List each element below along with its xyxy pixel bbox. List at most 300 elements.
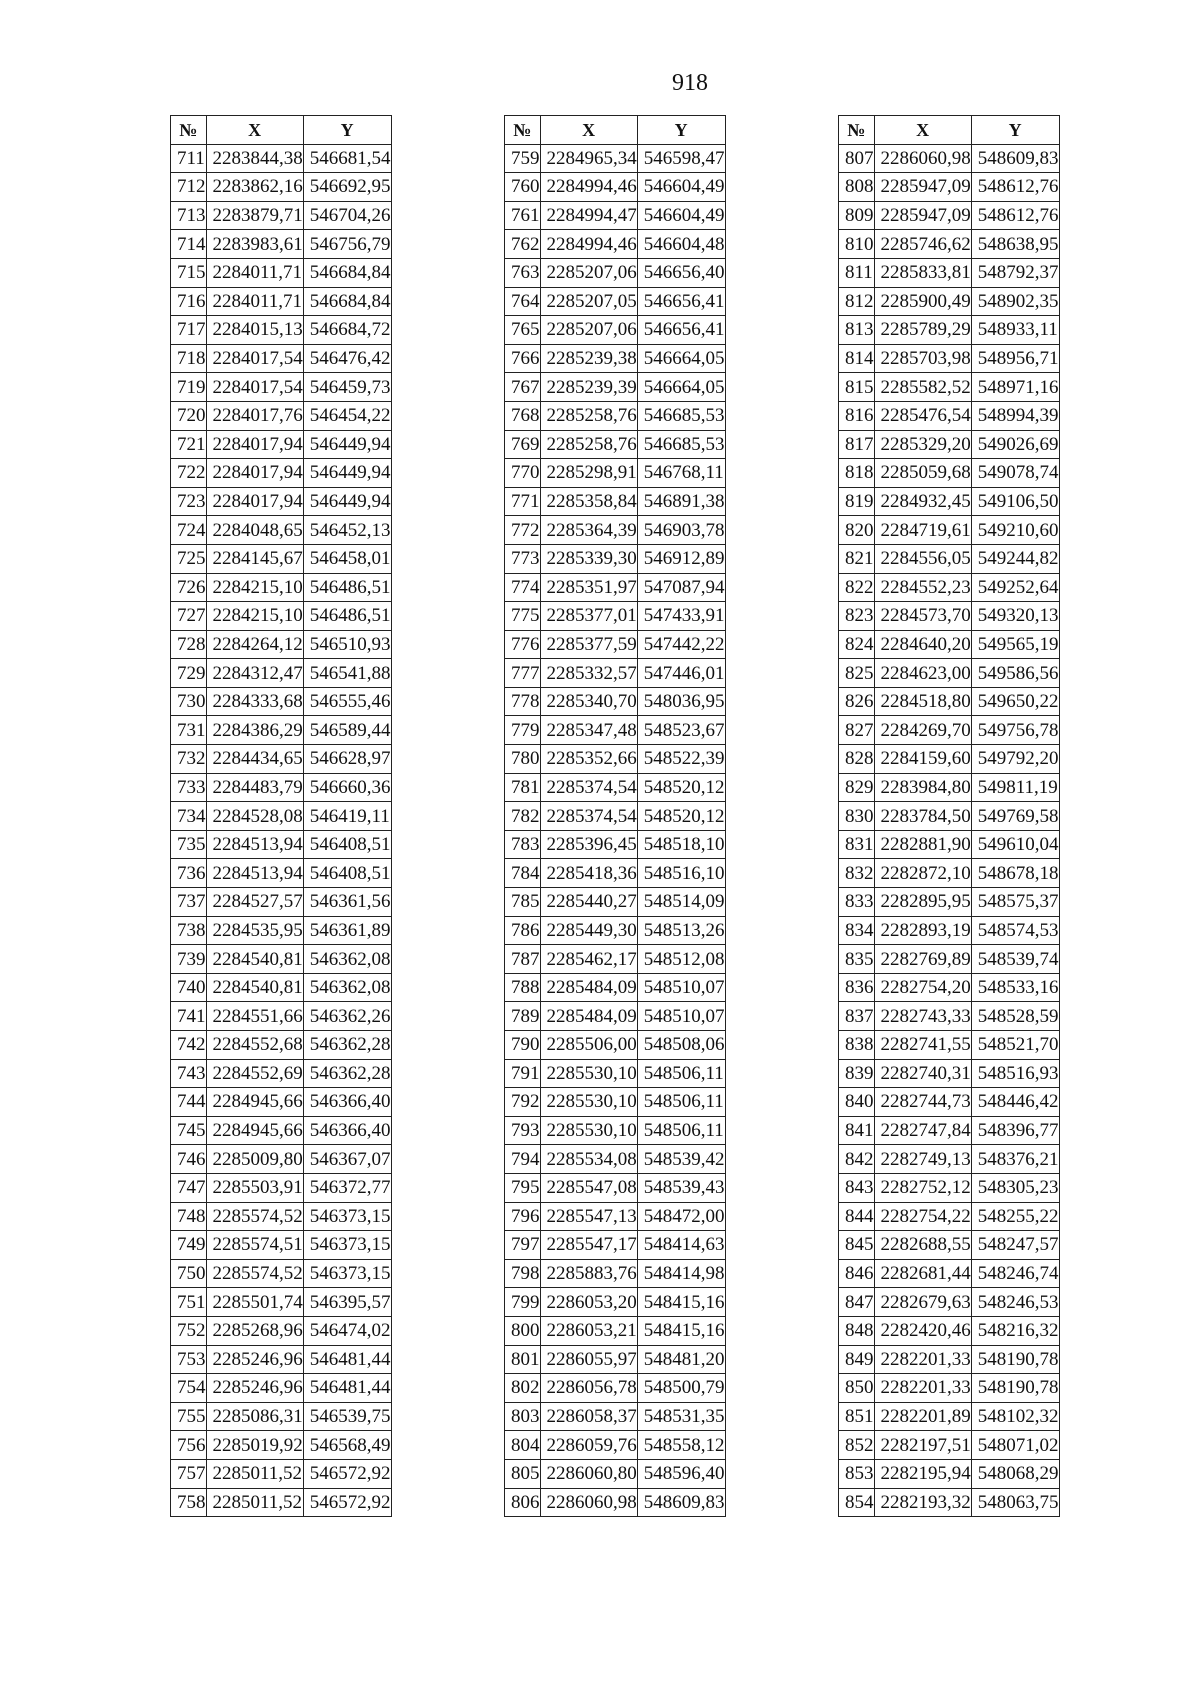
cell-y: 548190,78 bbox=[971, 1374, 1059, 1403]
table-row bbox=[839, 1259, 1060, 1288]
table-row bbox=[171, 344, 392, 373]
cell-y: 546568,49 bbox=[303, 1431, 391, 1460]
cell-x: 2284264,12 bbox=[206, 630, 303, 659]
cell-y: 548521,70 bbox=[971, 1031, 1059, 1060]
cell-y: 546681,54 bbox=[303, 144, 391, 173]
cell-point-number: 824 bbox=[839, 630, 875, 659]
cell-x: 2285530,10 bbox=[540, 1088, 637, 1117]
cell-point-number: 838 bbox=[839, 1031, 875, 1060]
cell-y: 546656,41 bbox=[637, 316, 725, 345]
table-row bbox=[171, 1431, 392, 1460]
table-row bbox=[171, 687, 392, 716]
table-row bbox=[839, 344, 1060, 373]
cell-y: 549078,74 bbox=[971, 459, 1059, 488]
table-row bbox=[171, 916, 392, 945]
table-row bbox=[171, 373, 392, 402]
cell-point-number: 750 bbox=[171, 1259, 207, 1288]
table-row bbox=[171, 1345, 392, 1374]
cell-y: 546555,46 bbox=[303, 687, 391, 716]
table-row bbox=[171, 1402, 392, 1431]
table-row bbox=[505, 1202, 726, 1231]
cell-x: 2282681,44 bbox=[874, 1259, 971, 1288]
cell-x: 2284333,68 bbox=[206, 687, 303, 716]
cell-x: 2284386,29 bbox=[206, 716, 303, 745]
cell-point-number: 731 bbox=[171, 716, 207, 745]
table-row bbox=[171, 258, 392, 287]
cell-point-number: 828 bbox=[839, 745, 875, 774]
cell-y: 546486,51 bbox=[303, 573, 391, 602]
cell-point-number: 730 bbox=[171, 687, 207, 716]
cell-y: 546449,94 bbox=[303, 459, 391, 488]
cell-y: 546891,38 bbox=[637, 487, 725, 516]
table-row bbox=[171, 773, 392, 802]
cell-point-number: 711 bbox=[171, 144, 207, 173]
cell-x: 2284994,47 bbox=[540, 201, 637, 230]
cell-y: 546704,26 bbox=[303, 201, 391, 230]
cell-y: 546589,44 bbox=[303, 716, 391, 745]
cell-point-number: 822 bbox=[839, 573, 875, 602]
table-row bbox=[505, 1116, 726, 1145]
cell-point-number: 721 bbox=[171, 430, 207, 459]
cell-x: 2285534,08 bbox=[540, 1145, 637, 1174]
cell-point-number: 740 bbox=[171, 973, 207, 1002]
cell-y: 546604,49 bbox=[637, 201, 725, 230]
cell-x: 2282749,13 bbox=[874, 1145, 971, 1174]
cell-y: 546604,48 bbox=[637, 230, 725, 259]
table-row bbox=[839, 1173, 1060, 1202]
cell-x: 2286059,76 bbox=[540, 1431, 637, 1460]
column-header-x: X bbox=[206, 116, 303, 145]
cell-y: 546449,94 bbox=[303, 430, 391, 459]
cell-y: 549650,22 bbox=[971, 687, 1059, 716]
cell-y: 546912,89 bbox=[637, 544, 725, 573]
cell-point-number: 768 bbox=[505, 401, 541, 430]
table-row bbox=[171, 316, 392, 345]
table-row bbox=[839, 830, 1060, 859]
cell-point-number: 765 bbox=[505, 316, 541, 345]
cell-point-number: 766 bbox=[505, 344, 541, 373]
cell-point-number: 758 bbox=[171, 1488, 207, 1517]
table-row bbox=[505, 1374, 726, 1403]
cell-y: 546395,57 bbox=[303, 1288, 391, 1317]
table-row bbox=[839, 430, 1060, 459]
table-row bbox=[505, 888, 726, 917]
cell-point-number: 729 bbox=[171, 659, 207, 688]
cell-x: 2282201,33 bbox=[874, 1345, 971, 1374]
cell-y: 546362,08 bbox=[303, 973, 391, 1002]
cell-point-number: 726 bbox=[171, 573, 207, 602]
table-row bbox=[839, 945, 1060, 974]
cell-point-number: 809 bbox=[839, 201, 875, 230]
cell-y: 548512,08 bbox=[637, 945, 725, 974]
cell-y: 546664,05 bbox=[637, 373, 725, 402]
cell-y: 549106,50 bbox=[971, 487, 1059, 516]
cell-x: 2285374,54 bbox=[540, 773, 637, 802]
table-row bbox=[839, 373, 1060, 402]
cell-point-number: 818 bbox=[839, 459, 875, 488]
cell-point-number: 852 bbox=[839, 1431, 875, 1460]
cell-x: 2283844,38 bbox=[206, 144, 303, 173]
table-row bbox=[171, 230, 392, 259]
cell-x: 2285833,81 bbox=[874, 258, 971, 287]
column-header-number: № bbox=[839, 116, 875, 145]
cell-x: 2284215,10 bbox=[206, 573, 303, 602]
cell-y: 546476,42 bbox=[303, 344, 391, 373]
cell-y: 549252,64 bbox=[971, 573, 1059, 602]
cell-point-number: 788 bbox=[505, 973, 541, 1002]
table-row bbox=[839, 773, 1060, 802]
cell-y: 549586,56 bbox=[971, 659, 1059, 688]
cell-x: 2282741,55 bbox=[874, 1031, 971, 1060]
table-row bbox=[505, 1259, 726, 1288]
table-row bbox=[171, 401, 392, 430]
cell-y: 546362,28 bbox=[303, 1059, 391, 1088]
cell-x: 2284623,00 bbox=[874, 659, 971, 688]
cell-point-number: 756 bbox=[171, 1431, 207, 1460]
cell-point-number: 847 bbox=[839, 1288, 875, 1317]
table-row bbox=[171, 945, 392, 974]
cell-x: 2285207,05 bbox=[540, 287, 637, 316]
cell-x: 2284552,23 bbox=[874, 573, 971, 602]
table-row bbox=[839, 1088, 1060, 1117]
cell-point-number: 767 bbox=[505, 373, 541, 402]
cell-x: 2284011,71 bbox=[206, 287, 303, 316]
cell-point-number: 780 bbox=[505, 745, 541, 774]
cell-point-number: 841 bbox=[839, 1116, 875, 1145]
table-row bbox=[505, 916, 726, 945]
cell-y: 546685,53 bbox=[637, 401, 725, 430]
table-row bbox=[171, 859, 392, 888]
table-row bbox=[505, 945, 726, 974]
cell-x: 2285547,08 bbox=[540, 1173, 637, 1202]
cell-point-number: 769 bbox=[505, 430, 541, 459]
cell-point-number: 744 bbox=[171, 1088, 207, 1117]
cell-x: 2282740,31 bbox=[874, 1059, 971, 1088]
cell-x: 2282893,19 bbox=[874, 916, 971, 945]
cell-x: 2284551,66 bbox=[206, 1002, 303, 1031]
cell-y: 546572,92 bbox=[303, 1459, 391, 1488]
cell-point-number: 713 bbox=[171, 201, 207, 230]
cell-x: 2282688,55 bbox=[874, 1231, 971, 1260]
cell-point-number: 786 bbox=[505, 916, 541, 945]
cell-point-number: 799 bbox=[505, 1288, 541, 1317]
table-row bbox=[839, 602, 1060, 631]
cell-y: 548506,11 bbox=[637, 1059, 725, 1088]
cell-x: 2286060,80 bbox=[540, 1459, 637, 1488]
cell-y: 546366,40 bbox=[303, 1088, 391, 1117]
table-row bbox=[171, 745, 392, 774]
cell-x: 2285258,76 bbox=[540, 430, 637, 459]
cell-point-number: 846 bbox=[839, 1259, 875, 1288]
cell-x: 2284215,10 bbox=[206, 602, 303, 631]
table-row bbox=[839, 687, 1060, 716]
cell-point-number: 738 bbox=[171, 916, 207, 945]
coordinate-table-1 bbox=[170, 115, 392, 1517]
cell-x: 2285947,09 bbox=[874, 201, 971, 230]
cell-y: 548247,57 bbox=[971, 1231, 1059, 1260]
table-row bbox=[839, 802, 1060, 831]
table-row bbox=[505, 1402, 726, 1431]
cell-point-number: 757 bbox=[171, 1459, 207, 1488]
cell-x: 2285484,09 bbox=[540, 973, 637, 1002]
table-row bbox=[839, 1231, 1060, 1260]
cell-point-number: 807 bbox=[839, 144, 875, 173]
cell-x: 2282872,10 bbox=[874, 859, 971, 888]
cell-y: 548414,63 bbox=[637, 1231, 725, 1260]
cell-y: 548523,67 bbox=[637, 716, 725, 745]
cell-point-number: 760 bbox=[505, 173, 541, 202]
table-row bbox=[171, 1088, 392, 1117]
table-row bbox=[505, 1231, 726, 1260]
table-row bbox=[505, 830, 726, 859]
cell-y: 548102,32 bbox=[971, 1402, 1059, 1431]
cell-x: 2284434,65 bbox=[206, 745, 303, 774]
cell-point-number: 810 bbox=[839, 230, 875, 259]
cell-x: 2284945,66 bbox=[206, 1116, 303, 1145]
column-header-number: № bbox=[171, 116, 207, 145]
cell-x: 2284017,76 bbox=[206, 401, 303, 430]
cell-y: 546454,22 bbox=[303, 401, 391, 430]
cell-point-number: 785 bbox=[505, 888, 541, 917]
cell-x: 2282679,63 bbox=[874, 1288, 971, 1317]
cell-x: 2285011,52 bbox=[206, 1488, 303, 1517]
cell-y: 548508,06 bbox=[637, 1031, 725, 1060]
cell-x: 2283879,71 bbox=[206, 201, 303, 230]
cell-x: 2282197,51 bbox=[874, 1431, 971, 1460]
cell-point-number: 845 bbox=[839, 1231, 875, 1260]
cell-x: 2282752,12 bbox=[874, 1173, 971, 1202]
cell-x: 2282744,73 bbox=[874, 1088, 971, 1117]
cell-y: 548609,83 bbox=[637, 1488, 725, 1517]
cell-x: 2285462,17 bbox=[540, 945, 637, 974]
cell-point-number: 753 bbox=[171, 1345, 207, 1374]
cell-point-number: 772 bbox=[505, 516, 541, 545]
table-row bbox=[505, 430, 726, 459]
cell-y: 548520,12 bbox=[637, 773, 725, 802]
cell-y: 548612,76 bbox=[971, 173, 1059, 202]
cell-point-number: 775 bbox=[505, 602, 541, 631]
cell-point-number: 817 bbox=[839, 430, 875, 459]
cell-y: 548415,16 bbox=[637, 1316, 725, 1345]
table-row bbox=[505, 230, 726, 259]
table-row bbox=[839, 716, 1060, 745]
cell-y: 546604,49 bbox=[637, 173, 725, 202]
table-row bbox=[171, 1374, 392, 1403]
cell-point-number: 732 bbox=[171, 745, 207, 774]
cell-point-number: 728 bbox=[171, 630, 207, 659]
cell-point-number: 771 bbox=[505, 487, 541, 516]
cell-point-number: 829 bbox=[839, 773, 875, 802]
cell-y: 546361,89 bbox=[303, 916, 391, 945]
cell-point-number: 792 bbox=[505, 1088, 541, 1117]
table-row bbox=[171, 1316, 392, 1345]
table-row bbox=[171, 287, 392, 316]
cell-y: 546628,97 bbox=[303, 745, 391, 774]
cell-x: 2285377,01 bbox=[540, 602, 637, 631]
cell-point-number: 800 bbox=[505, 1316, 541, 1345]
cell-point-number: 717 bbox=[171, 316, 207, 345]
cell-point-number: 842 bbox=[839, 1145, 875, 1174]
table-row bbox=[171, 1459, 392, 1488]
cell-y: 546474,02 bbox=[303, 1316, 391, 1345]
cell-point-number: 752 bbox=[171, 1316, 207, 1345]
table-row bbox=[839, 888, 1060, 917]
cell-y: 548539,42 bbox=[637, 1145, 725, 1174]
cell-x: 2285298,91 bbox=[540, 459, 637, 488]
cell-point-number: 793 bbox=[505, 1116, 541, 1145]
cell-point-number: 840 bbox=[839, 1088, 875, 1117]
table-body bbox=[839, 144, 1060, 1517]
cell-y: 548071,02 bbox=[971, 1431, 1059, 1460]
cell-y: 548902,35 bbox=[971, 287, 1059, 316]
cell-x: 2285364,39 bbox=[540, 516, 637, 545]
cell-point-number: 781 bbox=[505, 773, 541, 802]
cell-point-number: 795 bbox=[505, 1173, 541, 1202]
cell-y: 548539,43 bbox=[637, 1173, 725, 1202]
cell-x: 2284017,54 bbox=[206, 344, 303, 373]
cell-y: 548520,12 bbox=[637, 802, 725, 831]
cell-y: 546452,13 bbox=[303, 516, 391, 545]
table-row bbox=[839, 1459, 1060, 1488]
cell-point-number: 797 bbox=[505, 1231, 541, 1260]
header-row bbox=[171, 116, 392, 145]
table-row bbox=[839, 287, 1060, 316]
cell-y: 549792,20 bbox=[971, 745, 1059, 774]
cell-point-number: 831 bbox=[839, 830, 875, 859]
table-row bbox=[839, 544, 1060, 573]
cell-y: 548396,77 bbox=[971, 1116, 1059, 1145]
cell-y: 546684,84 bbox=[303, 287, 391, 316]
table-row bbox=[839, 1402, 1060, 1431]
table-row bbox=[171, 144, 392, 173]
cell-y: 549756,78 bbox=[971, 716, 1059, 745]
cell-y: 548376,21 bbox=[971, 1145, 1059, 1174]
cell-point-number: 739 bbox=[171, 945, 207, 974]
cell-x: 2285009,80 bbox=[206, 1145, 303, 1174]
cell-point-number: 837 bbox=[839, 1002, 875, 1031]
cell-y: 548609,83 bbox=[971, 144, 1059, 173]
cell-x: 2285476,54 bbox=[874, 401, 971, 430]
cell-point-number: 719 bbox=[171, 373, 207, 402]
cell-point-number: 716 bbox=[171, 287, 207, 316]
cell-point-number: 805 bbox=[505, 1459, 541, 1488]
table-row bbox=[505, 173, 726, 202]
table-row bbox=[839, 401, 1060, 430]
cell-x: 2285947,09 bbox=[874, 173, 971, 202]
cell-x: 2284145,67 bbox=[206, 544, 303, 573]
cell-point-number: 782 bbox=[505, 802, 541, 831]
cell-x: 2284017,94 bbox=[206, 459, 303, 488]
cell-point-number: 770 bbox=[505, 459, 541, 488]
cell-y: 546408,51 bbox=[303, 859, 391, 888]
cell-point-number: 801 bbox=[505, 1345, 541, 1374]
cell-y: 547446,01 bbox=[637, 659, 725, 688]
cell-y: 549565,19 bbox=[971, 630, 1059, 659]
cell-x: 2286053,20 bbox=[540, 1288, 637, 1317]
cell-y: 546481,44 bbox=[303, 1345, 391, 1374]
table-row bbox=[171, 1231, 392, 1260]
cell-x: 2286056,78 bbox=[540, 1374, 637, 1403]
cell-point-number: 779 bbox=[505, 716, 541, 745]
cell-y: 546481,44 bbox=[303, 1374, 391, 1403]
table-header bbox=[839, 116, 1060, 145]
cell-point-number: 718 bbox=[171, 344, 207, 373]
table-row bbox=[171, 1116, 392, 1145]
cell-y: 549026,69 bbox=[971, 430, 1059, 459]
cell-x: 2285352,66 bbox=[540, 745, 637, 774]
cell-point-number: 754 bbox=[171, 1374, 207, 1403]
cell-y: 546408,51 bbox=[303, 830, 391, 859]
cell-y: 548575,37 bbox=[971, 888, 1059, 917]
cell-point-number: 764 bbox=[505, 287, 541, 316]
cell-point-number: 814 bbox=[839, 344, 875, 373]
cell-point-number: 823 bbox=[839, 602, 875, 631]
table-row bbox=[171, 1488, 392, 1517]
cell-point-number: 776 bbox=[505, 630, 541, 659]
cell-x: 2284556,05 bbox=[874, 544, 971, 573]
cell-point-number: 723 bbox=[171, 487, 207, 516]
cell-point-number: 835 bbox=[839, 945, 875, 974]
cell-y: 548638,95 bbox=[971, 230, 1059, 259]
cell-y: 548956,71 bbox=[971, 344, 1059, 373]
cell-point-number: 825 bbox=[839, 659, 875, 688]
table-header bbox=[171, 116, 392, 145]
cell-y: 549769,58 bbox=[971, 802, 1059, 831]
page-number: 918 bbox=[672, 70, 708, 96]
header-row bbox=[839, 116, 1060, 145]
cell-point-number: 745 bbox=[171, 1116, 207, 1145]
cell-x: 2285530,10 bbox=[540, 1116, 637, 1145]
table-row bbox=[505, 745, 726, 774]
cell-x: 2282769,89 bbox=[874, 945, 971, 974]
cell-x: 2284513,94 bbox=[206, 830, 303, 859]
cell-x: 2284540,81 bbox=[206, 973, 303, 1002]
coordinate-table-3 bbox=[838, 115, 1060, 1517]
cell-y: 548516,93 bbox=[971, 1059, 1059, 1088]
table-row bbox=[839, 1431, 1060, 1460]
cell-x: 2285574,51 bbox=[206, 1231, 303, 1260]
table-row bbox=[505, 1031, 726, 1060]
cell-y: 548539,74 bbox=[971, 945, 1059, 974]
cell-x: 2285883,76 bbox=[540, 1259, 637, 1288]
cell-x: 2284945,66 bbox=[206, 1088, 303, 1117]
table-row bbox=[839, 1059, 1060, 1088]
cell-point-number: 749 bbox=[171, 1231, 207, 1260]
cell-point-number: 820 bbox=[839, 516, 875, 545]
cell-x: 2286060,98 bbox=[874, 144, 971, 173]
table-row bbox=[505, 544, 726, 573]
table-row bbox=[839, 1116, 1060, 1145]
cell-y: 548068,29 bbox=[971, 1459, 1059, 1488]
cell-x: 2285449,30 bbox=[540, 916, 637, 945]
table-row bbox=[839, 630, 1060, 659]
cell-x: 2282895,95 bbox=[874, 888, 971, 917]
cell-x: 2285332,57 bbox=[540, 659, 637, 688]
cell-x: 2285374,54 bbox=[540, 802, 637, 831]
cell-y: 548510,07 bbox=[637, 973, 725, 1002]
table-row bbox=[171, 544, 392, 573]
cell-x: 2285547,17 bbox=[540, 1231, 637, 1260]
cell-point-number: 762 bbox=[505, 230, 541, 259]
cell-x: 2284518,80 bbox=[874, 687, 971, 716]
cell-point-number: 727 bbox=[171, 602, 207, 631]
table-row bbox=[171, 830, 392, 859]
cell-point-number: 751 bbox=[171, 1288, 207, 1317]
cell-y: 546572,92 bbox=[303, 1488, 391, 1517]
table-row bbox=[505, 373, 726, 402]
cell-point-number: 796 bbox=[505, 1202, 541, 1231]
cell-point-number: 742 bbox=[171, 1031, 207, 1060]
